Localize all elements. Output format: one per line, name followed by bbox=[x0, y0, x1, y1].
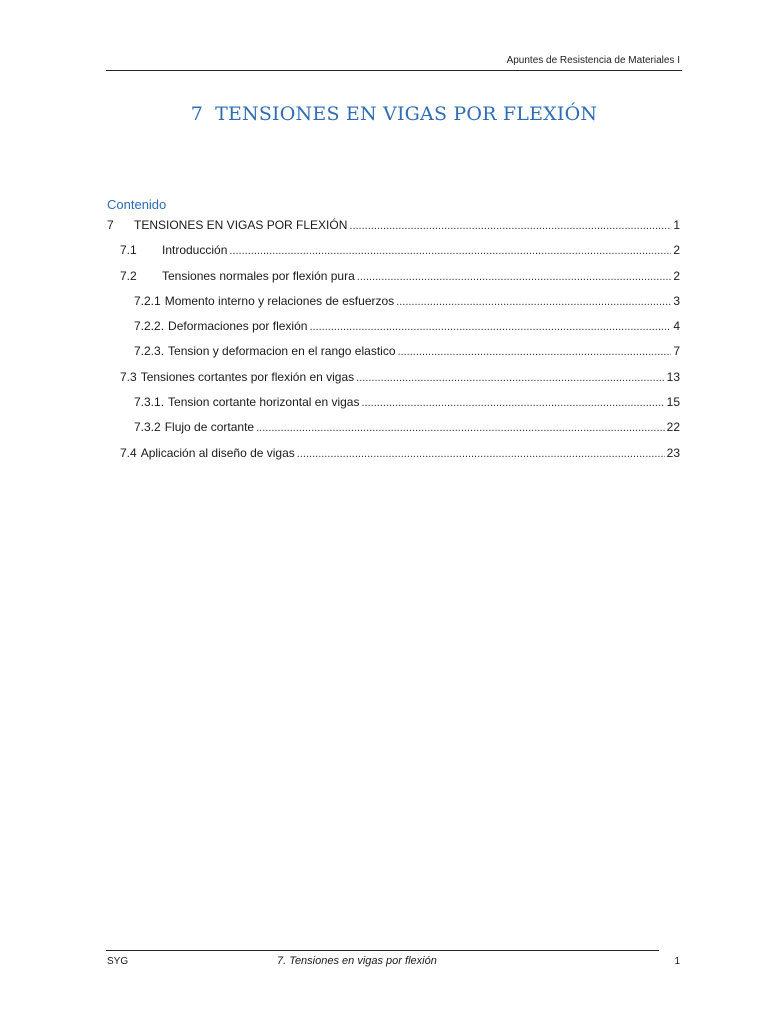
toc-entry[interactable] bbox=[107, 267, 680, 292]
chapter-title bbox=[106, 103, 682, 125]
table-of-contents bbox=[107, 216, 680, 469]
toc-leader-dots bbox=[396, 293, 671, 311]
toc-entry-title: Tensiones normales por flexión pura bbox=[162, 268, 355, 283]
toc-entry[interactable] bbox=[107, 418, 680, 443]
toc-entry-page: 2 bbox=[673, 268, 680, 283]
toc-entry-page: 23 bbox=[666, 445, 680, 460]
toc-entry[interactable] bbox=[107, 317, 680, 342]
header-rule bbox=[106, 70, 682, 71]
toc-leader-dots bbox=[398, 343, 672, 361]
toc-entry-page: 4 bbox=[673, 319, 680, 334]
toc-leader-dots bbox=[309, 318, 671, 336]
footer-author: SYG bbox=[107, 956, 129, 967]
footer-rule bbox=[106, 950, 659, 951]
toc-entry-number: 7.2.3. bbox=[134, 344, 165, 359]
toc-entry-title: Tension y deformacion en el rango elastico bbox=[168, 344, 396, 359]
toc-entry-page: 3 bbox=[673, 293, 680, 308]
toc-entry-title: Flujo de cortante bbox=[164, 420, 255, 435]
toc-entry-number: 7.3.2 bbox=[134, 420, 161, 435]
toc-leader-dots bbox=[356, 369, 664, 387]
toc-entry-number: 7.2.1 bbox=[134, 293, 161, 308]
toc-entry-title: Momento interno y relaciones de esfuerzos bbox=[164, 293, 395, 308]
toc-entry[interactable] bbox=[107, 368, 680, 393]
toc-leader-dots bbox=[361, 394, 664, 412]
chapter-number: 7 bbox=[190, 103, 204, 125]
toc-entry-number: 7.3.1. bbox=[134, 395, 165, 410]
toc-heading: Contenido bbox=[107, 197, 167, 212]
toc-entry-page: 7 bbox=[673, 344, 680, 359]
toc-entry-title: TENSIONES EN VIGAS POR FLEXIÓN bbox=[134, 218, 348, 232]
footer-page-number: 1 bbox=[674, 956, 680, 967]
toc-entry[interactable] bbox=[107, 241, 680, 266]
toc-leader-dots bbox=[357, 268, 672, 286]
toc-entry-number: 7.3 bbox=[120, 369, 137, 384]
toc-entry-number: 7.2.2. bbox=[134, 319, 165, 334]
toc-entry-page: 1 bbox=[673, 218, 680, 232]
toc-leader-dots bbox=[297, 445, 665, 463]
toc-entry[interactable] bbox=[107, 342, 680, 367]
toc-entry-number: 7.2 bbox=[120, 268, 137, 283]
toc-entry-number: 7.4 bbox=[120, 445, 137, 460]
toc-entry-title: Introducción bbox=[162, 243, 228, 258]
toc-entry-page: 15 bbox=[666, 395, 680, 410]
footer-chapter-title: 7. Tensiones en vigas por flexión bbox=[277, 955, 437, 967]
toc-entry[interactable] bbox=[107, 216, 680, 241]
running-header: Apuntes de Resistencia de Materiales I bbox=[506, 55, 680, 66]
toc-entry[interactable] bbox=[107, 393, 680, 418]
toc-entry[interactable] bbox=[107, 444, 680, 469]
toc-entry-page: 13 bbox=[666, 369, 680, 384]
toc-entry-number: 7 bbox=[107, 218, 114, 232]
toc-entry-page: 2 bbox=[673, 243, 680, 258]
toc-entry-page: 22 bbox=[666, 420, 680, 435]
chapter-title-text: TENSIONES EN VIGAS POR FLEXIÓN bbox=[215, 103, 598, 125]
toc-leader-dots bbox=[256, 419, 665, 437]
toc-entry-title: Tension cortante horizontal en vigas bbox=[168, 395, 360, 410]
toc-leader-dots bbox=[229, 242, 671, 260]
toc-entry-title: Tensiones cortantes por flexión en vigas bbox=[140, 369, 355, 384]
toc-leader-dots bbox=[349, 217, 671, 235]
toc-entry-title: Deformaciones por flexión bbox=[168, 319, 308, 334]
toc-entry-title: Aplicación al diseño de vigas bbox=[140, 445, 295, 460]
toc-entry[interactable] bbox=[107, 292, 680, 317]
toc-entry-number: 7.1 bbox=[120, 243, 137, 258]
